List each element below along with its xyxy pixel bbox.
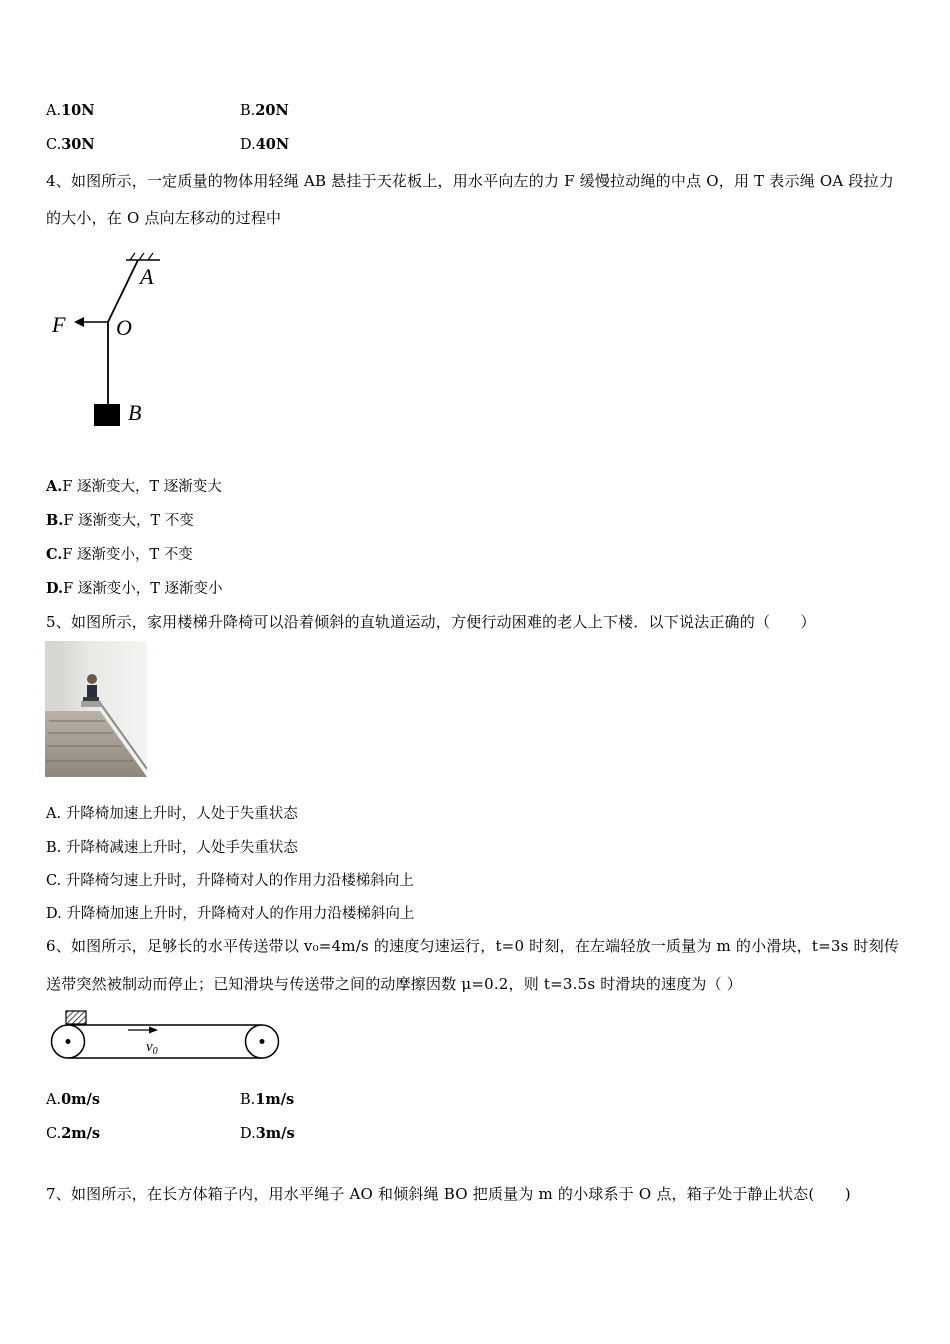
rope-oa: [108, 260, 138, 322]
ceiling-hatch: [139, 253, 144, 260]
q6-option-b: B.1m/s: [240, 1091, 295, 1108]
q3-option-d: D.40N: [240, 136, 290, 153]
q6-option-d: D.3m/s: [240, 1125, 295, 1142]
q4-option-c: C.F 逐渐变小，T 不变: [46, 546, 193, 563]
q4-stem-line1: 4、如图所示，一定质量的物体用轻绳 AB 悬挂于天花板上，用水平向左的力 F 缓慢拉动绳的中点 O，用 T 表示绳 OA 段拉力: [46, 172, 894, 190]
q3-option-c: C.30N: [46, 136, 95, 153]
q6-option-c: C.2m/s: [46, 1125, 101, 1142]
q4-rope-figure: [40, 250, 180, 435]
q4-option-a: A.F 逐渐变大，T 逐渐变大: [46, 478, 222, 495]
slider-block: [66, 1011, 86, 1024]
conveyor-belt-figure: [48, 1008, 284, 1064]
velocity-label: $v_0$: [146, 1039, 158, 1057]
label-a: A: [140, 264, 154, 289]
q6-stem-line1: 6、如图所示，足够长的水平传送带以 v₀=4m/s 的速度匀速运行，t=0 时刻，在左端轻放一质量为 m 的小滑块，t=3s 时刻传: [46, 937, 900, 955]
force-arrowhead: [74, 317, 84, 327]
q6-option-a: A.0m/s: [46, 1091, 100, 1108]
stair-lift-photo: [45, 641, 147, 777]
ceiling-hatch: [148, 253, 153, 260]
q6-stem-line2: 送带突然被制动而停止；已知滑块与传送带之间的动摩擦因数 μ=0.2，则 t=3.5s 时滑块的速度为（ ）: [46, 975, 742, 993]
q5-option-a: A. 升降椅加速上升时，人处于失重状态: [46, 806, 298, 822]
q5-option-c: C. 升降椅匀速上升时，升降椅对人的作用力沿楼梯斜向上: [46, 873, 414, 889]
q4-option-d: D.F 逐渐变小，T 逐渐变小: [46, 580, 223, 597]
label-o: O: [116, 315, 132, 340]
q5-option-d: D. 升降椅加速上升时，升降椅对人的作用力沿楼梯斜向上: [46, 906, 415, 922]
ceiling-hatch: [130, 253, 135, 260]
label-b: B: [128, 400, 142, 425]
q4-option-b: B.F 逐渐变大，T 不变: [46, 512, 194, 529]
q3-option-a: A.10N: [46, 102, 95, 119]
q4-stem-line2: 的大小，在 O 点向左移动的过程中: [46, 209, 282, 227]
q3-option-b: B.20N: [240, 102, 289, 119]
q5-stem: 5、如图所示，家用楼梯升降椅可以沿着倾斜的直轨道运动，方便行动困难的老人上下楼．以下说法正确的（ ）: [46, 613, 816, 631]
label-f: F: [52, 312, 66, 337]
block-b: [94, 404, 120, 426]
q5-option-b: B. 升降椅减速上升时，人处手失重状态: [46, 840, 298, 856]
q7-stem: 7、如图所示，在长方体箱子内，用水平绳子 AO 和倾斜绳 BO 把质量为 m 的小球系于 O 点，箱子处于静止状态( ): [46, 1185, 851, 1203]
